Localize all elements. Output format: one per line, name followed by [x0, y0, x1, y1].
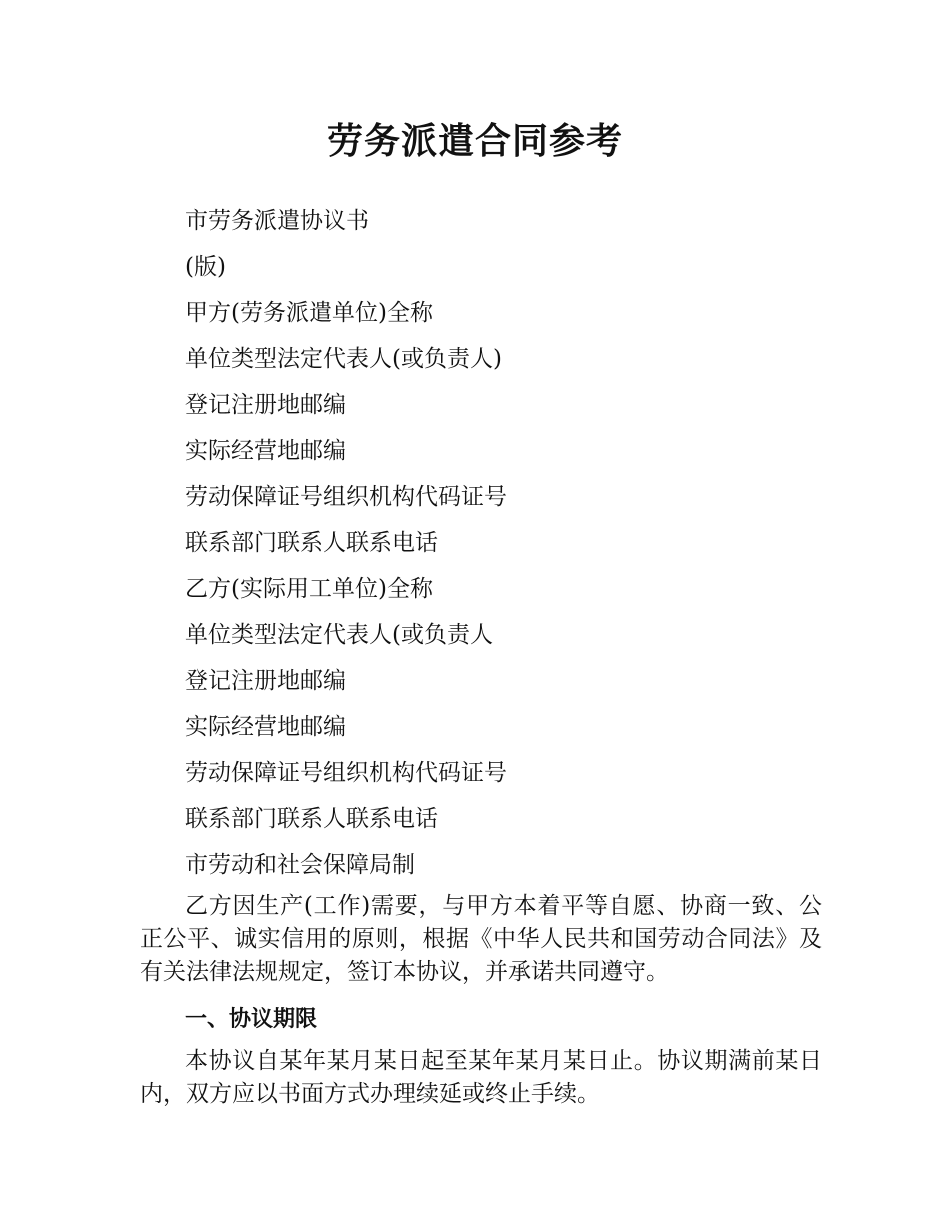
text-line-party-a-registered-address: 登记注册地邮编 [185, 392, 346, 418]
intro-paragraph: 乙方因生产(工作)需要，与甲方本着平等自愿、协商一致、公正公平、诚实信用的原则，根据《中华人民共和国劳动合同法》及有关法律法规规定，签订本协议，并承诺共同遵守。 [140, 893, 822, 985]
document-body [140, 198, 822, 1119]
text-line-issuer: 市劳动和社会保障局制 [185, 852, 415, 878]
text-line-party-a-name: 甲方(劳务派遣单位)全称 [185, 300, 433, 326]
text-line-agreement-name: 市劳务派遣协议书 [185, 208, 369, 234]
text-line-party-a-type: 单位类型法定代表人(或负责人) [185, 346, 502, 372]
section-paragraph-agreement-term: 本协议自某年某月某日起至某年某月某日止。协议期满前某日内，双方应以书面方式办理续延或终止手续。 [140, 1048, 822, 1107]
text-line-party-b-contact: 联系部门联系人联系电话 [185, 806, 438, 832]
section-heading-agreement-term: 一、协议期限 [185, 1007, 318, 1032]
text-line-party-b-type: 单位类型法定代表人(或负责人 [185, 622, 493, 648]
text-line-party-a-certificates: 劳动保障证号组织机构代码证号 [185, 484, 507, 510]
text-line-party-b-registered-address: 登记注册地邮编 [185, 668, 346, 694]
document-title: 劳务派遣合同参考 [326, 121, 623, 162]
text-line-party-a-contact: 联系部门联系人联系电话 [185, 530, 438, 556]
text-line-party-b-certificates: 劳动保障证号组织机构代码证号 [185, 760, 507, 786]
text-line-party-b-name: 乙方(实际用工单位)全称 [185, 576, 433, 602]
text-line-version: (版) [185, 254, 226, 280]
text-line-party-a-business-address: 实际经营地邮编 [185, 438, 346, 464]
text-line-party-b-business-address: 实际经营地邮编 [185, 714, 346, 740]
